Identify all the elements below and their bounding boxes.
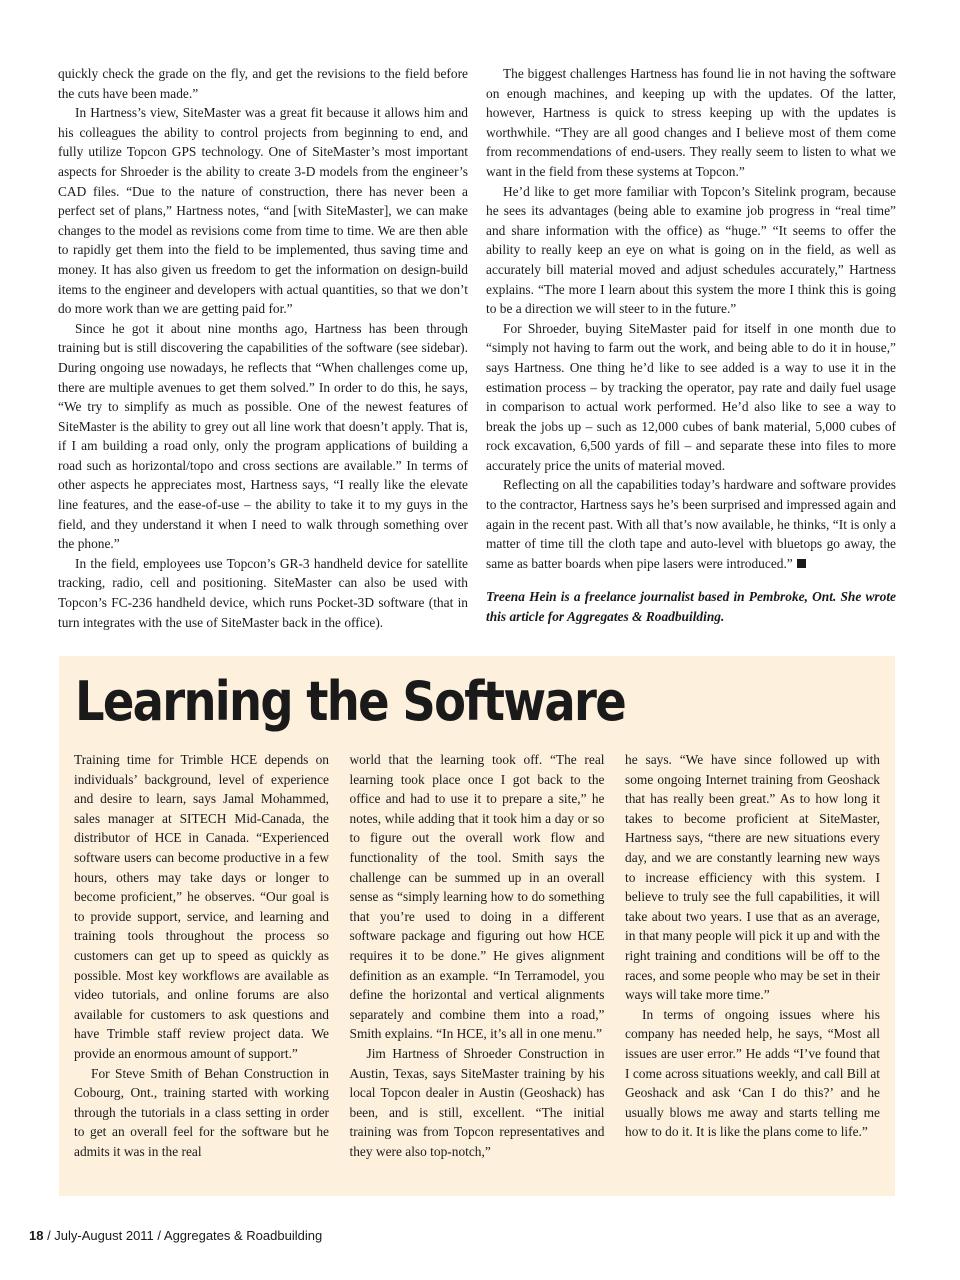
paragraph-text: Reflecting on all the capabilities today’s hardware and software provides to the contractor, Hartness says he’s been surprised and impressed again and again in the recent past. With all that’s now available, he thinks, “It is only a matter of time till the cloth tape and auto-level with bluetops go away, the same as batter boards when pipe lasers were introduced.” [486,477,896,571]
sidebar-box [59,656,895,1196]
end-of-article-icon [797,559,806,568]
paragraph: In Hartness’s view, SiteMaster was a great fit because it allows him and his colleagues the ability to control projects from beginning to end, and fully utilize Topcon GPS technology. One of SiteMaster’s most important aspects for Shroeder is the ability to create 3-D models from the engineer’s CAD files. “Due to the nature of construction, there has never been a perfect set of plans,” Hartness notes, “and [with SiteMaster], we can make changes to the model as revisions come from time to time. We are then able to rapidly get them into the field to be implemented, thus saving time and money. It has also given us freedom to get the information on design-build items to the engineer and developers with actual quantities, so that we don’t do more work than we are getting paid for.” [58,105,468,317]
page-footer [29,1228,322,1243]
article-body [58,64,896,632]
paragraph: Since he got it about nine months ago, Hartness has been through training but is still discovering the capabilities of the software (see sidebar). During ongoing use nowadays, he reflects that “When challenges come up, there are multiple avenues to get them solved.” In order to do this, he says, “We try to simplify as much as possible. One of the newest features of SiteMaster is the ability to grey out all line work that doesn’t apply. That is, if I am building a road only, only the program applications of building a road such as horizontal/topo and cross sections are available.” In terms of other aspects he appreciates most, Hartness says, “I really like the elevate line features, and the ease-of-use – the ability to take it to my guys in the field, and they understand it when I need to walk through something over the phone.” [58,320,468,552]
paragraph: For Steve Smith of Behan Construction in Cobourg, Ont., training started with working through the tutorials in a class setting in order to get an overall feel for the software but he admits it was in the real [74,1065,329,1159]
paragraph-last [486,475,896,573]
paragraph: Training time for Trimble HCE depends on individuals’ background, level of experience and desire to learn, says Jamal Mohammed, sales manager at SITECH Mid-Canada, the distributor of HCE in Canada. “Experienced software users can become productive in a few hours, others may take days or longer to become proficient,” he observes. “Our goal is to provide support, service, and learning and training tools throughout the process so customers can get up to speed as quickly as possible. Most key workflows are available as video tutorials, and online forums are also available for customers to ask questions and have Trimble staff review project data. We provide an enormous amount of support.” [74,752,329,1061]
sidebar-column-2 [350,750,605,1161]
paragraph: Jim Hartness of Shroeder Construction in Austin, Texas, says SiteMaster training by his local Topcon dealer in Austin (Geoshack) has been, and is still, excellent. “The initial training was from Topcon representatives and they were also top-notch,” [349,1045,605,1159]
author-byline: Treena Hein is a freelance journalist based in Pembroke, Ont. She wrote this article for Aggregates & Roadbuilding. [486,589,896,625]
page-number: 18 [29,1228,44,1243]
paragraph: quickly check the grade on the fly, and get the revisions to the field before the cuts have been made.” [58,66,468,101]
paragraph: In the field, employees use Topcon’s GR-3 handheld device for satellite tracking, radio, cell and positioning. SiteMaster can also be used with Topcon’s FC-236 handheld device, which runs Pocket-3D software (that in turn integrates with the use of SiteMaster back in the office). [58,555,468,630]
article-right-column [486,64,896,632]
sidebar-title: Learning the Software [75,670,625,733]
footer-publication: / July-August 2011 / Aggregates & Roadbuilding [43,1228,323,1243]
paragraph: he says. “We have since followed up with some ongoing Internet training from Geoshack that has really been great.” As to how long it takes to become proficient at SiteMaster, Hartness says, “there are new situations every day, and we are constantly learning new ways to increase efficiency with this system. I believe to truly see the full capabilities, it will take about two years. I use that as an average, in that many people will pick it up and with the right training and conditions will be off to the races, and some people who may be set in their ways will take more time.” [625,752,880,1003]
paragraph: The biggest challenges Hartness has found lie in not having the software on enough machines, and keeping up with the updates. Of the latter, however, Hartness is quick to stress keeping up with the updates is worthwhile. “They are all good changes and I believe most of them come from recommendations of end-users. They really seem to listen to what we want in the field from these systems at Topcon.” [486,66,896,179]
paragraph: In terms of ongoing issues where his company has needed help, he says, “Most all issues are user error.” He adds “I’ve found that I come across situations weekly, and call Bill at Geoshack and ask ‘Can I do this?’ and he usually blows me away and starts telling me how to do it. It is like the plans come to life.” [625,1006,880,1140]
sidebar-column-3 [625,750,880,1161]
paragraph: world that the learning took off. “The real learning took place once I got back to the office and had to use it to prepare a site,” he notes, while adding that it took him a day or so to figure out the overall work flow and functionality of the tool. Smith says the challenge can be summed up in an overall sense as “simply learning how to do something that you’re used to doing in a different software package and figuring out how HCE requires it to be done.” He gives alignment definition as an example. “In Terramodel, you define the horizontal and vertical alignments separately and combine them into a road,” Smith explains. “In HCE, it’s all in one menu.” [349,752,605,1042]
sidebar-columns [74,750,880,1161]
paragraph: For Shroeder, buying SiteMaster paid for itself in one month due to “simply not having to farm out the work, and being able to do it in house,” says Hartness. One thing he’d like to see added is a way to use it in the estimation process – by tracking the operator, pay rate and daily fuel usage in comparison to actual work performed. He’d also like to see a way to break the jobs up – such as 12,000 cubes of bank material, 5,000 cubes of rock excavation, 6,500 yards of fill – and separate these into files to more accurately price the units of material moved. [486,320,896,473]
article-left-column [58,64,468,632]
paragraph: He’d like to get more familiar with Topcon’s Sitelink program, because he sees its advantages (being able to examine job progress in “real time” and share information with the office) as “huge.” “It seems to offer the ability to really keep an eye on what is going on in the field, as well as accurately bill material moved and adjust schedules accurately,” Hartness explains. “The more I learn about this system the more I think this is going to be a direction we will steer to in the future.” [486,183,896,317]
sidebar-column-1 [74,750,329,1161]
